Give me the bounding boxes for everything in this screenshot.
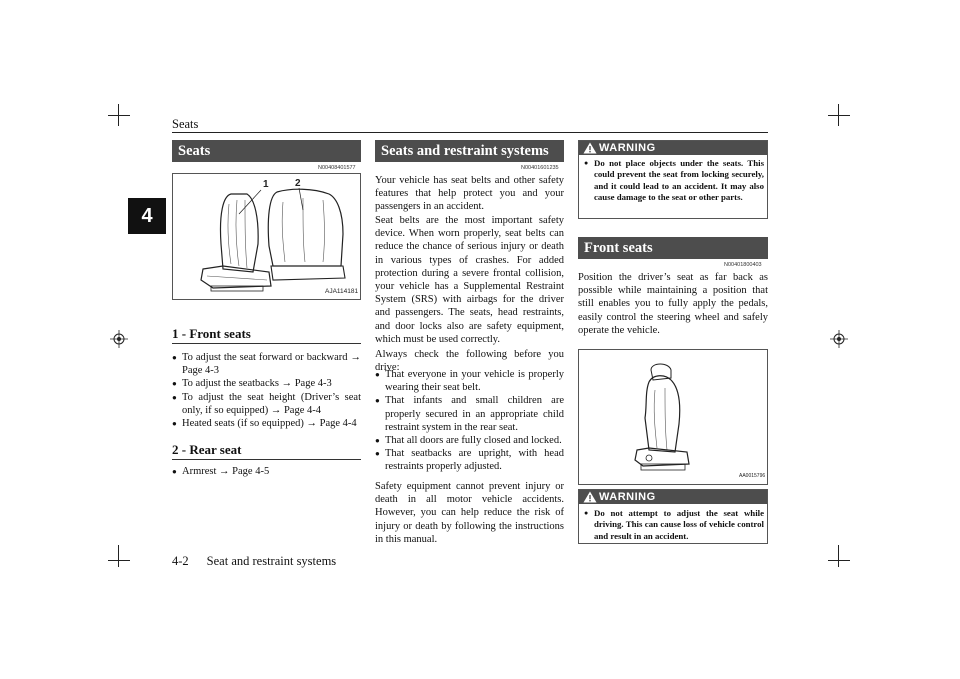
pre-drive-checklist: [375, 368, 564, 474]
warning-list: [584, 508, 764, 542]
paragraph: Your vehicle has seat belts and other safety features that help protect you and your passengers in an accident.: [375, 175, 564, 213]
section-code: N00408401577: [318, 165, 356, 171]
section-heading-seats: Seats: [172, 140, 361, 162]
page-header-title: Seats: [172, 117, 199, 131]
figure-label-1: 1: [263, 179, 269, 190]
list-item: ● That everyone in your vehicle is properly wearing their seat belt.: [375, 368, 564, 394]
crop-mark: [838, 545, 839, 567]
header-rule: [172, 132, 768, 133]
page-footer: [172, 554, 336, 569]
crop-mark: [828, 115, 850, 116]
crop-mark: [108, 115, 130, 116]
paragraph: Position the driver’s seat as far back as possible while maintaining a position that still enables you to fully apply the pedals, easily control the steering wheel and safely operate the vehicle.: [578, 272, 768, 336]
crop-mark: [118, 545, 119, 567]
seats-figure: [172, 173, 361, 300]
section-code: N00401800403: [724, 262, 762, 268]
warning-box: [578, 140, 768, 219]
section-heading-seats-restraint: Seats and restraint systems: [375, 140, 564, 162]
list-item: ● Armrest → Page 4-5: [172, 465, 361, 478]
list-item: ● To adjust the seat forward or backward → Page 4-3: [172, 351, 361, 377]
paragraph: Always check the following before you drive:: [375, 349, 564, 374]
figure-code: AA0015796: [739, 473, 766, 479]
registration-mark-icon: [110, 330, 128, 348]
warning-triangle-icon: [583, 491, 597, 503]
seats-illustration: [173, 174, 360, 299]
subsection-title-front-seats: 1 - Front seats: [172, 326, 251, 341]
paragraph: Safety equipment cannot prevent injury or death in all motor vehicle accidents. However, you can help reduce the risk of injury or death by following the instructions in this manual.: [375, 481, 564, 545]
list-item: ● Do not place objects under the seats. This could prevent the seat from locking securely, and it could lead to an accident. It may also cause damage to the seat or other parts.: [584, 158, 764, 204]
figure-code: AJA114181: [325, 288, 359, 295]
front-seat-illustration: [579, 350, 767, 484]
section-code: N00401601235: [521, 165, 559, 171]
warning-title: WARNING: [599, 142, 656, 154]
crop-mark: [828, 560, 850, 561]
warning-box: [578, 489, 768, 544]
warning-list: [584, 158, 764, 204]
registration-mark-icon: [830, 330, 848, 348]
subsection-title-rear-seat: 2 - Rear seat: [172, 442, 242, 457]
warning-triangle-icon: [583, 142, 597, 154]
crop-mark: [108, 560, 130, 561]
figure-label-2: 2: [295, 178, 301, 189]
subsection-rule: [172, 343, 361, 344]
section-heading-front-seats: Front seats: [578, 237, 768, 259]
list-item: ● That seatbacks are upright, with head restraints properly adjusted.: [375, 447, 564, 473]
rear-seat-list: [172, 465, 361, 478]
list-item: ● Heated seats (if so equipped) → Page 4-4: [172, 417, 361, 430]
paragraph: Seat belts are the most important safety device. When worn properly, seat belts can reduce the chance of serious injury or death in various types of crashes. For added protection during a severe frontal collision, your vehicle has a Supplemental Restraint System (SRS) with airbags for the driver and passengers. The seats, head restraints, and door locks also are safety equipment, which must be used correctly.: [375, 215, 564, 345]
subsection-rule: [172, 459, 361, 460]
list-item: ● To adjust the seatbacks → Page 4-3: [172, 377, 361, 390]
footer-section-title: Seat and restraint systems: [206, 554, 337, 568]
list-item: ● Do not attempt to adjust the seat while driving. This can cause loss of vehicle control and result in an accident.: [584, 508, 764, 542]
page-number: 4-2: [172, 554, 189, 568]
front-seats-list: [172, 351, 361, 430]
warning-title: WARNING: [599, 491, 656, 503]
front-seat-figure: [578, 349, 768, 485]
list-item: ● That infants and small children are properly secured in an appropriate child restraint system in the rear seat.: [375, 394, 564, 434]
list-item: ● To adjust the seat height (Driver’s seat only, if so equipped) → Page 4-4: [172, 391, 361, 417]
chapter-tab: 4: [128, 198, 166, 234]
list-item: ● That all doors are fully closed and locked.: [375, 434, 564, 447]
